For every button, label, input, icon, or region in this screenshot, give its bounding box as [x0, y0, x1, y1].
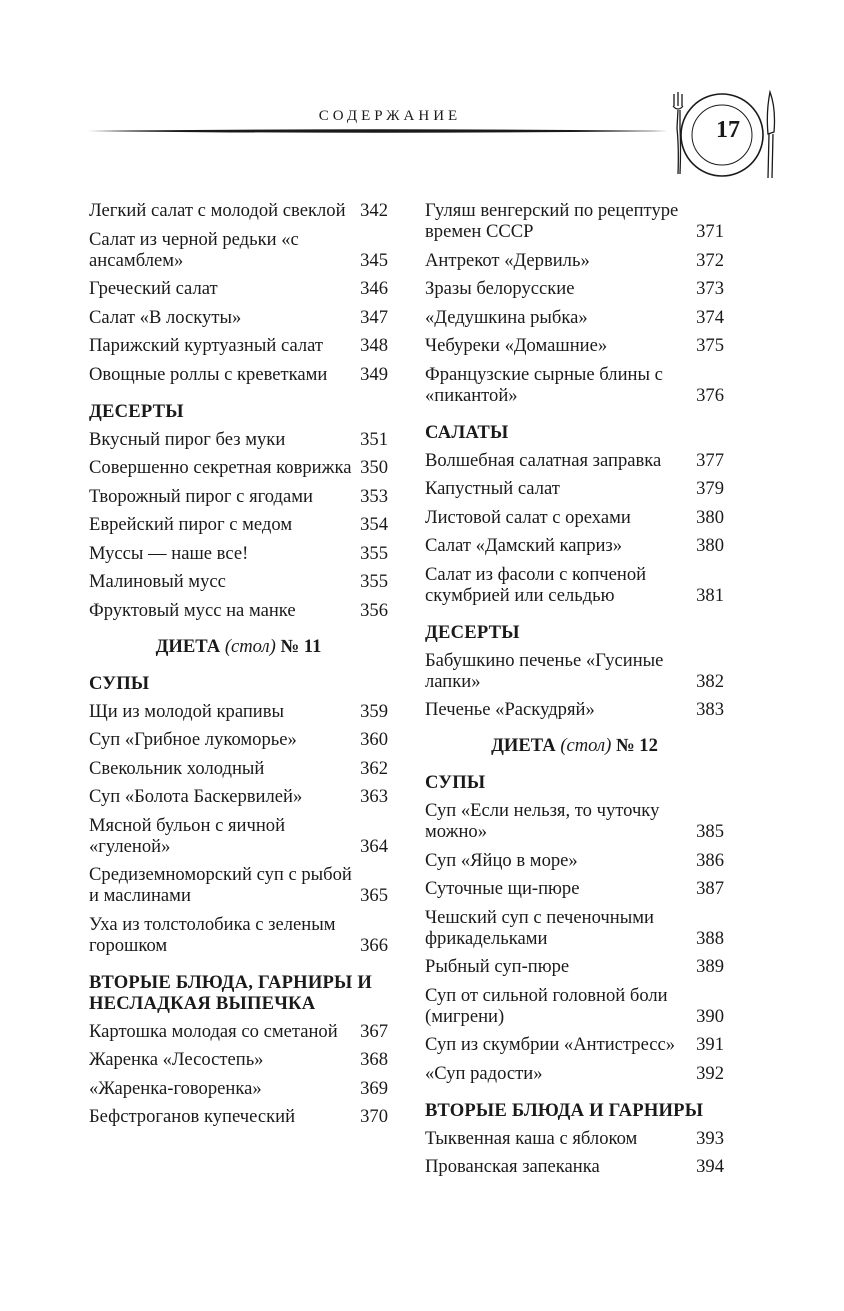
toc-entry-page: 372 — [696, 249, 724, 271]
toc-entry-page: 374 — [696, 306, 724, 328]
toc-entry-page: 353 — [360, 485, 388, 507]
toc-entry-title: Чешский суп с печеночными фрикадельками — [425, 906, 654, 949]
toc-entry-title: Фруктовый мусс на манке — [89, 599, 296, 621]
running-header: СОДЕРЖАНИЕ — [318, 108, 462, 124]
toc-entry — [89, 514, 388, 535]
toc-entry-title: «Суп радости» — [425, 1062, 543, 1084]
toc-entry-page: 363 — [360, 786, 388, 807]
header-rule — [88, 126, 668, 136]
toc-entry-page: 347 — [360, 306, 388, 328]
toc-entry-page: 355 — [360, 542, 388, 564]
toc-entry-title: Малиновый мусс — [89, 571, 226, 592]
toc-entry-page: 354 — [360, 514, 388, 535]
toc-entry-page: 365 — [360, 885, 388, 906]
toc-entry-title: Еврейский пирог с медом — [89, 514, 293, 535]
toc-column-right — [425, 200, 724, 1185]
toc-entry — [425, 1034, 724, 1055]
toc-entry-title: «Дедушкина рыбка» — [425, 306, 588, 328]
toc-entry-page: 373 — [696, 278, 724, 299]
toc-entry-title: Суп от сильной головной боли (мигрени) — [425, 984, 668, 1027]
toc-entry-page: 367 — [360, 1020, 388, 1042]
toc-entry — [89, 543, 388, 564]
diet-heading — [89, 636, 388, 657]
toc-entry-page: 376 — [696, 384, 724, 406]
section-heading: ДЕСЕРТЫ — [425, 621, 520, 643]
toc-entry-page: 380 — [696, 506, 724, 528]
toc-entry — [425, 800, 724, 842]
toc-entry-title: Жаренка «Лесостепь» — [89, 1049, 264, 1070]
toc-entry-title: Печенье «Раскудряй» — [425, 699, 595, 720]
toc-entry — [425, 535, 724, 556]
toc-entry-page: 392 — [696, 1062, 724, 1084]
toc-entry — [89, 1078, 388, 1099]
toc-entry-page: 348 — [360, 335, 388, 356]
toc-entry — [89, 758, 388, 779]
diet-heading — [425, 735, 724, 756]
toc-entry-page: 369 — [360, 1077, 388, 1099]
toc-entry-title: Суп «Если нельзя, то чуточку можно» — [425, 800, 660, 842]
toc-entry-page: 382 — [696, 670, 724, 692]
section-heading: СУПЫ — [89, 672, 150, 694]
toc-entry-page: 383 — [696, 699, 724, 720]
toc-entry-title: Гуляш венгерский по рецептуре времен СССР — [425, 200, 679, 242]
toc-entry — [89, 278, 388, 299]
toc-entry-title: Мясной бульон с яичной «гуленой» — [89, 814, 286, 857]
toc-entry — [89, 571, 388, 592]
toc-entry-title: Греческий салат — [89, 278, 218, 299]
toc-entry — [425, 335, 724, 356]
toc-entry — [89, 457, 388, 478]
toc-entry-page: 377 — [696, 449, 724, 471]
toc-entry-title: Салат «В лоскуты» — [89, 306, 242, 328]
section-heading: САЛАТЫ — [425, 421, 509, 443]
toc-entry — [425, 200, 724, 242]
toc-entry-title: Совершенно секретная коврижка — [89, 457, 352, 478]
toc-entry-page: 349 — [360, 363, 388, 385]
toc-entry — [425, 278, 724, 299]
toc-entry-title: Салат «Дамский каприз» — [425, 535, 623, 556]
toc-entry-title: Творожный пирог с ягодами — [89, 485, 313, 507]
toc-entry — [425, 450, 724, 471]
toc-entry-page: 345 — [360, 249, 388, 271]
toc-entry-page: 355 — [360, 571, 388, 592]
toc-entry — [425, 1156, 724, 1177]
toc-entry — [89, 786, 388, 807]
toc-entry-page: 346 — [360, 278, 388, 299]
diet-prefix: ДИЕТА — [491, 735, 561, 756]
toc-entry-title: Муссы — наше все! — [89, 542, 249, 564]
toc-entry-title: Листовой салат с орехами — [425, 506, 631, 528]
page-number: 17 — [716, 117, 740, 143]
toc-entry-title: Рыбный суп-пюре — [425, 956, 570, 977]
toc-entry — [425, 507, 724, 528]
toc-entry-title: «Жаренка-говоренка» — [89, 1077, 262, 1099]
toc-entry-title: Тыквенная каша с яблоком — [425, 1127, 638, 1149]
diet-suffix: № 11 — [275, 635, 322, 657]
toc-entry — [425, 850, 724, 871]
toc-entry-title: Суп из скумбрии «Антистресс» — [425, 1034, 676, 1055]
toc-entry — [89, 335, 388, 356]
toc-entry — [89, 200, 388, 221]
toc-entry-title: Парижский куртуазный салат — [89, 335, 324, 356]
toc-entry-page: 368 — [360, 1049, 388, 1070]
toc-entry — [89, 1021, 388, 1042]
toc-entry-title: Капустный салат — [425, 478, 560, 499]
toc-entry-page: 393 — [696, 1127, 724, 1149]
section-heading: ДЕСЕРТЫ — [89, 400, 184, 422]
toc-entry — [425, 878, 724, 899]
toc-entry-title: Свекольник холодный — [89, 757, 265, 779]
diet-prefix: ДИЕТА — [155, 635, 225, 657]
toc-entry-page: 366 — [360, 934, 388, 956]
toc-entry — [425, 985, 724, 1027]
toc-entry-page: 351 — [360, 428, 388, 450]
toc-entry-title: Суп «Яйцо в море» — [425, 849, 578, 871]
toc-entry — [425, 250, 724, 271]
toc-entry-title: Суточные щи-пюре — [425, 878, 580, 899]
toc-entry-title: Средиземноморский суп с рыбой и маслинами — [89, 864, 352, 906]
toc-entry-title: Зразы белорусские — [425, 278, 575, 299]
toc-entry — [89, 701, 388, 722]
toc-entry-page: 385 — [696, 821, 724, 842]
diet-italic: (стол) — [224, 635, 276, 657]
diet-suffix: № 12 — [611, 735, 658, 756]
toc-entry-title: Салат из черной редьки «с ансамблем» — [89, 228, 299, 271]
toc-entry — [89, 914, 388, 956]
toc-entry — [425, 907, 724, 949]
toc-entry — [425, 699, 724, 720]
toc-entry — [89, 364, 388, 385]
toc-entry-page: 388 — [696, 927, 724, 949]
toc-entry — [89, 1049, 388, 1070]
toc-entry-page: 380 — [696, 535, 724, 556]
toc-entry-title: Овощные роллы с креветками — [89, 363, 328, 385]
diet-italic: (стол) — [560, 735, 612, 756]
toc-entry-page: 350 — [360, 457, 388, 478]
toc-entry-title: Французские сырные блины с «пикантой» — [425, 363, 663, 406]
toc-entry-page: 387 — [696, 878, 724, 899]
section-heading: ВТОРЫЕ БЛЮДА, ГАРНИРЫ И НЕСЛАДКАЯ ВЫПЕЧКА — [89, 971, 373, 1014]
toc-entry — [89, 1106, 388, 1127]
toc-entry-title: Суп «Грибное лукоморье» — [89, 729, 297, 750]
toc-entry — [89, 429, 388, 450]
toc-entry — [425, 650, 724, 692]
toc-entry — [425, 956, 724, 977]
toc-entry-title: Щи из молодой крапивы — [89, 700, 285, 722]
toc-entry-page: 356 — [360, 599, 388, 621]
toc-entry-page: 360 — [360, 729, 388, 750]
toc-entry-page: 390 — [696, 1005, 724, 1027]
toc-entry — [425, 307, 724, 328]
toc-entry-page: 371 — [696, 221, 724, 242]
toc-entry — [89, 729, 388, 750]
toc-entry — [425, 564, 724, 606]
toc-entry-title: Легкий салат с молодой свеклой — [89, 200, 346, 221]
toc-entry-page: 391 — [696, 1034, 724, 1055]
toc-entry-title: Бабушкино печенье «Гусиные лапки» — [425, 649, 664, 692]
toc-entry — [425, 364, 724, 406]
toc-entry — [89, 864, 388, 906]
toc-entry-page: 389 — [696, 956, 724, 977]
toc-entry-title: Вкусный пирог без муки — [89, 428, 286, 450]
toc-entry-title: Картошка молодая со сметаной — [89, 1020, 338, 1042]
section-heading: СУПЫ — [425, 772, 486, 793]
toc-entry-title: Уха из толстолобика с зеленым горошком — [89, 913, 336, 956]
toc-entry-title: Суп «Болота Баскервилей» — [89, 786, 303, 807]
toc-entry-title: Бефстроганов купеческий — [89, 1106, 296, 1127]
toc-entry-page: 370 — [360, 1106, 388, 1127]
toc-entry-title: Салат из фасоли с копченой скумбрией или сельдью — [425, 563, 647, 606]
toc-entry-page: 375 — [696, 335, 724, 356]
toc-entry-page: 379 — [696, 478, 724, 499]
toc-entry — [425, 478, 724, 499]
toc-entry — [89, 600, 388, 621]
toc-entry-page: 381 — [696, 584, 724, 606]
toc-entry — [89, 815, 388, 857]
toc-entry — [89, 307, 388, 328]
toc-entry-page: 359 — [360, 700, 388, 722]
toc-entry-title: Чебуреки «Домашние» — [425, 335, 608, 356]
toc-entry-page: 386 — [696, 849, 724, 871]
toc-entry-page: 342 — [360, 200, 388, 221]
toc-entry-page: 362 — [360, 757, 388, 779]
toc-entry — [89, 229, 388, 271]
toc-entry-title: Прованская запеканка — [425, 1156, 600, 1177]
section-heading: ВТОРЫЕ БЛЮДА И ГАРНИРЫ — [425, 1099, 704, 1121]
toc-entry — [425, 1063, 724, 1084]
toc-entry-title: Волшебная салатная заправка — [425, 449, 662, 471]
toc-entry-page: 394 — [696, 1156, 724, 1177]
toc-entry-page: 364 — [360, 835, 388, 857]
toc-entry — [425, 1128, 724, 1149]
toc-column-left — [89, 200, 388, 1135]
toc-entry — [89, 486, 388, 507]
toc-entry-title: Антрекот «Дервиль» — [425, 249, 590, 271]
